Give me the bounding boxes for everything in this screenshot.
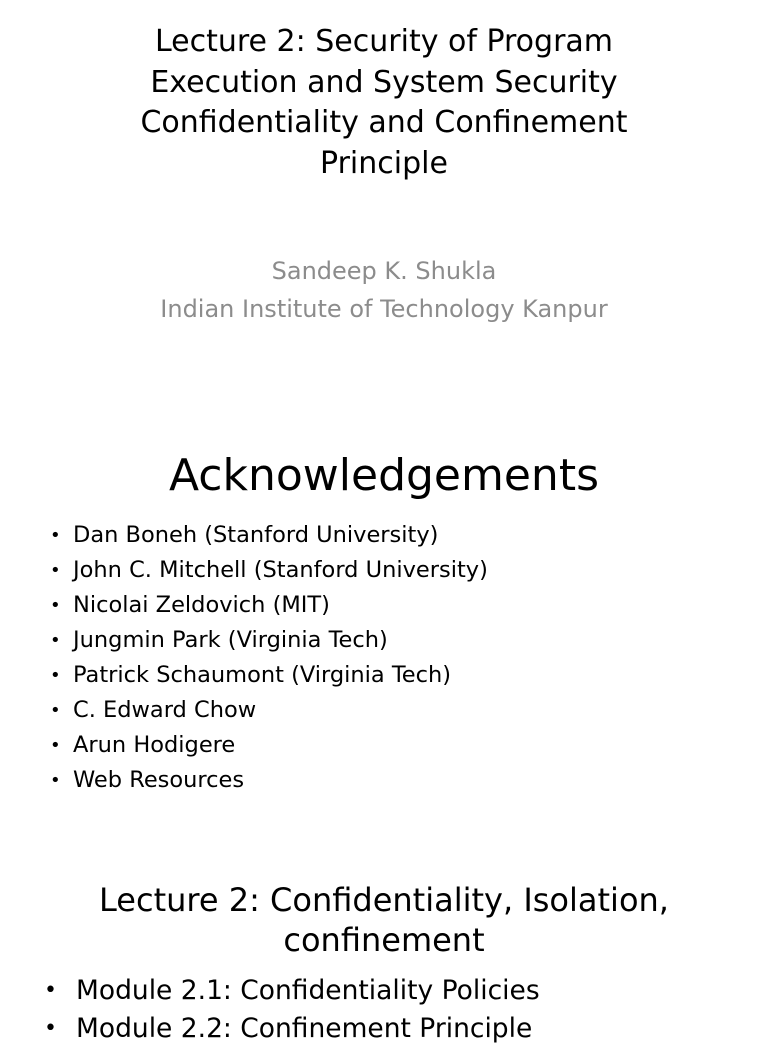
list-item — [0, 693, 768, 728]
bullet-icon: • — [44, 1016, 57, 1041]
author-block — [0, 252, 768, 328]
list-item — [0, 763, 768, 798]
title-slide — [0, 22, 768, 328]
author-name: Sandeep K. Shukla — [271, 257, 497, 285]
list-item-text: Jungmin Park (Virginia Tech) — [73, 627, 388, 653]
module-list — [0, 972, 768, 1048]
list-item-text: John C. Mitchell (Stanford University) — [73, 557, 488, 583]
list-item — [0, 623, 768, 658]
lecture-title-line: Principle — [320, 145, 448, 181]
bullet-icon: • — [50, 595, 61, 616]
lecture-title-line: Lecture 2: Security of Program — [154, 24, 614, 59]
lecture-title-line: Confidentiality and Confinement — [140, 105, 628, 140]
list-item-text: Patrick Schaumont (Virginia Tech) — [73, 662, 452, 688]
list-item — [0, 553, 768, 588]
module-item-text: Module 2.2: Confinement Principle — [76, 1013, 533, 1044]
list-item — [0, 972, 768, 1010]
bullet-icon: • — [50, 630, 61, 651]
author-affiliation: Indian Institute of Technology Kanpur — [160, 295, 608, 323]
list-item-text: Dan Boneh (Stanford University) — [73, 522, 439, 548]
list-item — [0, 518, 768, 553]
list-item-text: C. Edward Chow — [73, 697, 257, 723]
lecture-title — [0, 22, 768, 184]
list-item — [0, 658, 768, 693]
bullet-icon: • — [50, 770, 61, 791]
bullet-icon: • — [44, 978, 57, 1003]
lecture-overview-heading-line: Lecture 2: Confidentiality, Isolation, — [99, 881, 669, 919]
list-item-text: Arun Hodigere — [73, 732, 236, 758]
lecture-overview-heading-line: confinement — [283, 921, 485, 959]
list-item-text: Nicolai Zeldovich (MIT) — [73, 592, 330, 618]
bullet-icon: • — [50, 525, 61, 546]
bullet-icon: • — [50, 560, 61, 581]
bullet-icon: • — [50, 735, 61, 756]
module-item-text: Module 2.1: Confidentiality Policies — [76, 975, 540, 1006]
acknowledgements-list — [0, 518, 768, 798]
bullet-icon: • — [50, 700, 61, 721]
list-item — [0, 728, 768, 763]
list-item-text: Web Resources — [73, 767, 245, 793]
list-item — [0, 588, 768, 623]
bullet-icon: • — [50, 665, 61, 686]
acknowledgements-heading: Acknowledgements — [168, 450, 599, 501]
list-item — [0, 1010, 768, 1048]
acknowledgements-slide — [0, 446, 768, 798]
lecture-overview-slide — [0, 880, 768, 1048]
lecture-overview-heading — [0, 880, 768, 960]
lecture-title-line: Execution and System Security — [150, 64, 618, 100]
